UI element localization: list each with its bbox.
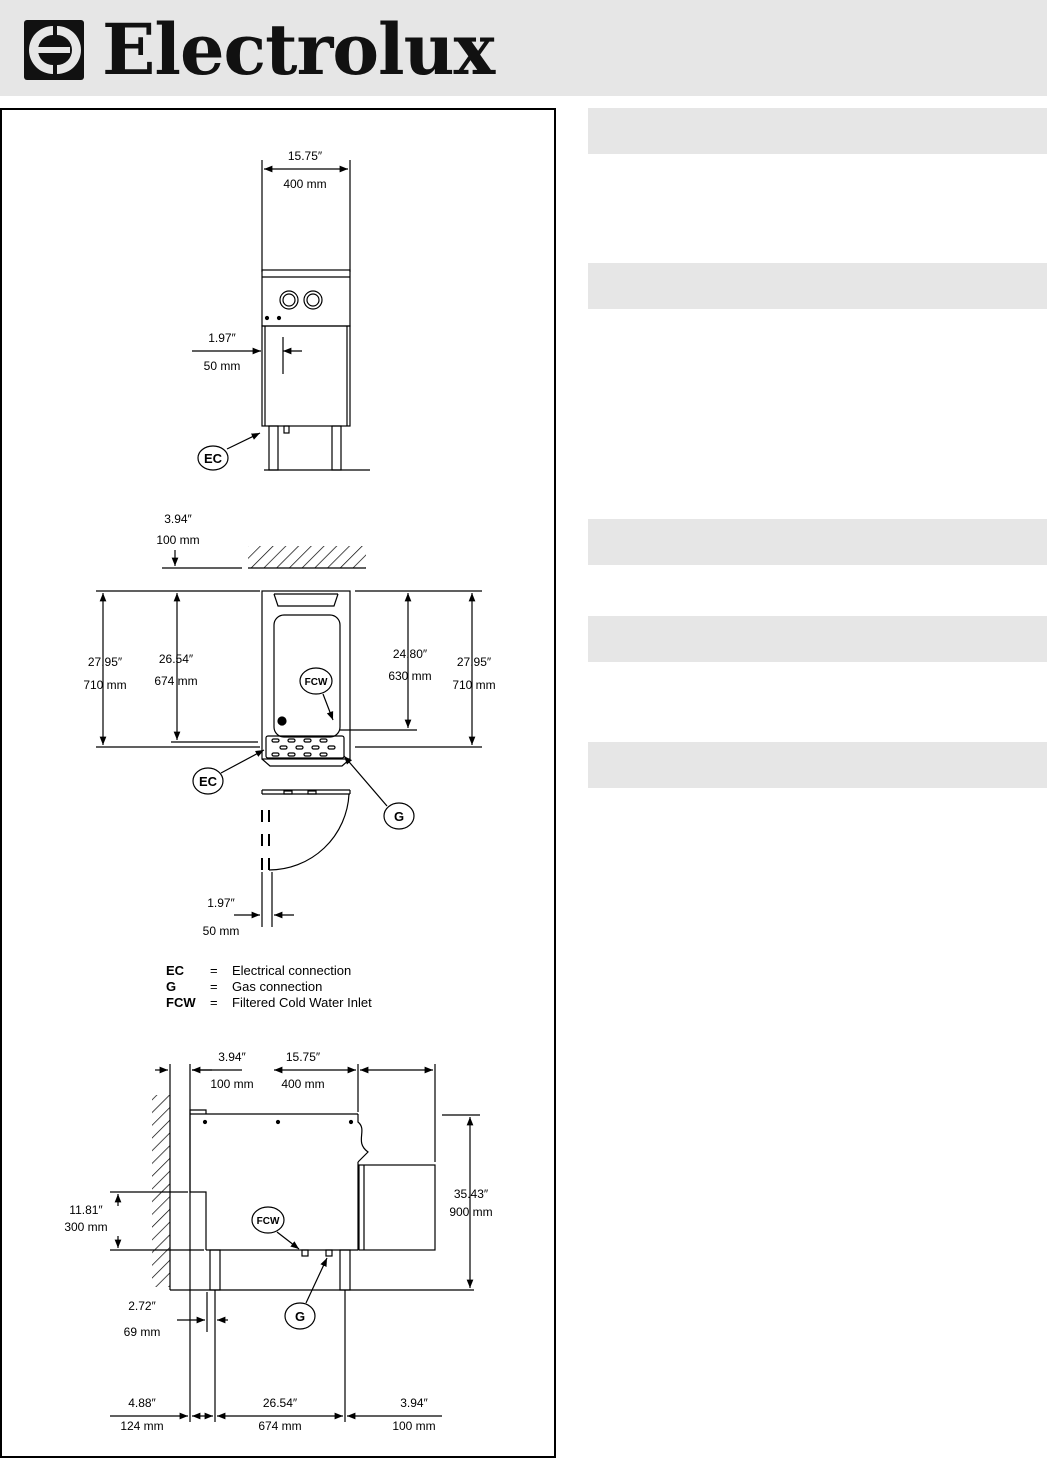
section-bar-2 [588,263,1047,309]
side-wall-mm: 100 mm [210,1077,254,1091]
side-height-mm: 900 mm [449,1205,493,1219]
top-depth-inner-mm: 674 mm [154,674,198,688]
side-view [110,1064,480,1422]
drawing-frame [0,108,556,1458]
side-wall-in: 3.94″ [218,1050,246,1064]
front-offset-mm: 50 mm [203,359,241,373]
top-depth-inner-in: 26.54″ [158,652,194,666]
top-depth-left-in: 27.95″ [87,655,123,669]
front-width-in: 15.75″ [287,149,323,163]
side-bottom-left-mm: 124 mm [120,1419,164,1433]
side-bottom-right-in: 3.94″ [400,1396,428,1410]
brand-name: Electrolux [102,8,495,91]
legend-desc: Electrical connection [232,963,352,978]
side-width-mm: 400 mm [281,1077,325,1091]
front-ec-label: EC [203,451,223,466]
side-conn-height-in: 11.81″ [69,1203,103,1217]
top-g-label: G [393,809,405,824]
top-depth-fcw-in: 24.80″ [392,647,428,661]
electrolux-logo-icon [22,18,86,82]
section-bar-1 [588,108,1047,154]
legend-desc: Gas connection [232,979,323,994]
top-ec-label: EC [198,774,218,789]
side-leg-offset-mm: 69 mm [123,1325,161,1339]
top-fcw-label: FCW [304,677,328,688]
side-conn-height-mm: 300 mm [64,1220,108,1234]
legend-code: FCW [166,995,196,1010]
side-width-in: 15.75″ [285,1050,321,1064]
legend [166,963,372,1010]
legend-desc: Filtered Cold Water Inlet [232,995,372,1010]
top-wall-in: 3.94″ [164,512,192,526]
side-bottom-right-mm: 100 mm [392,1419,436,1433]
header-band [0,0,1047,96]
top-view [96,546,482,927]
front-width-mm: 400 mm [283,177,327,191]
section-bar-3 [588,519,1047,565]
side-bottom-left-in: 4.88″ [128,1396,156,1410]
legend-code: EC [166,963,185,978]
side-fcw-label: FCW [256,1216,280,1227]
top-depth-right-in: 27.95″ [456,655,492,669]
side-bottom-mid-mm: 674 mm [258,1419,302,1433]
legend-eq: = [210,963,218,978]
front-view [192,160,370,470]
top-depth-left-mm: 710 mm [83,678,127,692]
top-wall-mm: 100 mm [156,533,200,547]
top-depth-right-mm: 710 mm [452,678,496,692]
section-bar-5 [588,742,1047,788]
front-offset-in: 1.97″ [208,331,236,345]
section-bar-4 [588,616,1047,662]
legend-eq: = [210,979,218,994]
side-leg-offset-in: 2.72″ [128,1299,156,1313]
technical-drawing [2,110,558,1460]
legend-eq: = [210,995,218,1010]
top-door-offset-mm: 50 mm [202,924,240,938]
side-bottom-mid-in: 26.54″ [262,1396,298,1410]
top-depth-fcw-mm: 630 mm [388,669,432,683]
top-door-offset-in: 1.97″ [207,896,235,910]
legend-code: G [166,979,177,994]
side-g-label: G [294,1309,306,1324]
side-height-in: 35.43″ [453,1187,489,1201]
